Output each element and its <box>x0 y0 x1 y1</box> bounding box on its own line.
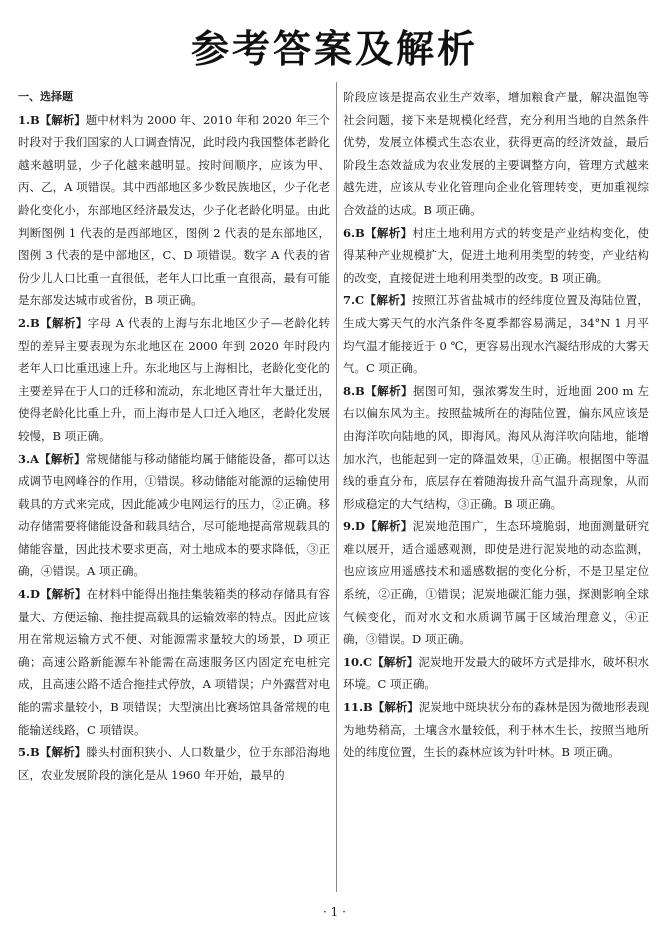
answer-number: 5.B <box>18 745 40 760</box>
analysis-tag: 【解析】 <box>39 315 88 330</box>
page-title: 参考答案及解析 <box>190 27 478 71</box>
answer-item <box>343 515 649 651</box>
answer-number: 10.C <box>343 654 373 669</box>
analysis-text: 在材料中能得出拖挂集装箱类的移动存储具有容量大、方便运输、拖挂提高载具的运输效率的特点。因此应该用在常规运输方式不便、对能源需求量较大的场景，D 项正确；高速公路新能源车补能需在高速服务区内固定充电桩完成，且高速公路不适合拖挂式停放，A 项错误；户外露营对电能的需求量较小，B 项错误；大型演出比赛场馆具备常规的电能输送线路，C 项错误。 <box>18 587 331 737</box>
answer-number: 8.B <box>343 383 365 398</box>
left-column <box>18 86 330 786</box>
analysis-tag: 【解析】 <box>364 519 413 534</box>
analysis-tag: 【解析】 <box>372 654 419 669</box>
analysis-tag: 【解析】 <box>39 587 87 602</box>
answer-item <box>343 289 649 379</box>
analysis-tag: 【解析】 <box>39 745 87 760</box>
answer-item <box>343 696 649 764</box>
analysis-tag: 【解析】 <box>38 451 86 466</box>
analysis-text: 泥炭地开发最大的破坏方式是排水，破坏积水环境。C 项正确。 <box>343 654 650 692</box>
answer-number: 6.B <box>343 225 365 240</box>
left-answer-list <box>18 109 330 787</box>
page-number: · 1 · <box>323 905 346 919</box>
analysis-text: 字母 A 代表的上海与东北地区少子—老龄化转型的差异主要表现为东北地区在 2000 年到 2020 年时段内老年人口比重迅速上升。东北地区与上海相比，老龄化变化的主要差异在于人口的迁移和流动，东北地区青壮年大量迁出，使得老龄化比重上升，而上海市是人口迁入地区，老龄化发展较慢，B 项正确。 <box>18 315 330 443</box>
answer-number: 7.C <box>343 293 365 308</box>
answer-item <box>18 312 330 448</box>
answer-item <box>343 651 649 696</box>
answer-item <box>18 741 330 786</box>
analysis-tag: 【解析】 <box>364 225 413 240</box>
answer-number: 2.B <box>18 315 40 330</box>
answer-item <box>18 583 330 741</box>
answer-item <box>18 109 330 312</box>
analysis-text: 常规储能与移动储能均属于储能设备，都可以达成调节电网峰谷的作用，①错误。移动储能对能源的运输使用载具的方式来完成，因此能减少电网运行的压力，②正确。移动存储需要将储能设备和载具结合，尽可能地提高常规载具的储能容量，因此技术要求更高，对土地成本的要求降低，③正确，④错误。A 项正确。 <box>18 451 331 579</box>
right-answer-list <box>343 86 649 764</box>
column-divider <box>336 82 337 892</box>
analysis-tag: 【解析】 <box>364 383 414 398</box>
analysis-tag: 【解析】 <box>364 293 413 308</box>
section-heading: 一、选择题 <box>18 90 73 103</box>
answer-item <box>343 380 649 516</box>
analysis-text: 按照江苏省盐城市的经纬度位置及海陆位置，生成大雾天气的水汽条件冬夏季都容易满足，34°N 1 月平均气温才能接近于 0 ℃，更容易出现水汽凝结形成的大雾天气。C 项正确。 <box>343 293 650 376</box>
right-column <box>343 86 649 764</box>
analysis-text: 阶段应该是提高农业生产效率，增加粮食产量，解决温饱等社会问题，接下来是规模化经营，充分利用当地的自然条件优势，发展立体模式生态农业，获得更高的经济效益，最后阶段生态效益成为农业发展的主要调整方向，管理方式越来越先进，应该从专业化管理向企业化管理转变，更加重视综合效益的达成。B 项正确。 <box>343 90 649 217</box>
analysis-text: 滕头村面积狭小、人口数量少，位于东部沿海地区，农业发展阶段的演化是从 1960 年开始，最早的 <box>18 745 331 782</box>
answer-number: 1.B <box>18 112 40 127</box>
analysis-tag: 【解析】 <box>372 700 419 715</box>
answer-item <box>343 86 649 222</box>
analysis-text: 据图可知，强浓雾发生时，近地面 200 m 左右以偏东风为主。按照盐城所在的海陆位置，偏东风应该是由海洋吹向陆地的风，即海风。海风从海洋吹向陆地，能增加水汽，也能起到一定的降温效果，①正确。根据图中等温线的垂直分布，底层存在着随海拔升高气温升高现象，从而形成稳定的大气结构，③正确。B 项正确。 <box>343 383 650 511</box>
answer-item <box>343 222 649 290</box>
analysis-tag: 【解析】 <box>39 112 86 127</box>
analysis-text: 泥炭地中斑块状分布的森林是因为微地形表现为地势稍高，土壤含水量较低，利于林木生长，按照当地所处的纬度位置，生长的森林应该为针叶林。B 项正确。 <box>343 700 650 760</box>
analysis-text: 题中材料为 2000 年、2010 年和 2020 年三个时段对于我们国家的人口调查情况，此时段内我国整体老龄化越来越明显，少子化越来越明显。按时间顺序，应该为甲、丙、乙，A 项错误。其中西部地区多少数民族地区，少子化老龄化变化小，东部地区经济最发达，少子化老龄化明显。由此判断图例 1 代表的是西部地区，图例 2 代表的是东部地区，图例 3 代表的是中部地区，C、D 项错误。数字 A 代表的省份少儿人口比重一直很低，老年人口比重一直很高，最有可能是东部发达城市或省份，B 项正确。 <box>18 112 331 308</box>
answer-number: 9.D <box>343 519 365 534</box>
answer-number: 11.B <box>343 700 373 715</box>
analysis-text: 村庄土地利用方式的转变是产业结构变化，使得某种产业规模扩大，促进土地利用类型的转变，产业结构的改变，直接促进土地利用类型的改变。B 项正确。 <box>343 225 650 285</box>
answer-number: 3.A <box>18 451 39 466</box>
answer-item <box>18 448 330 584</box>
analysis-text: 泥炭地范围广，生态环境脆弱，地面测量研究难以展开，适合遥感观测，即使是进行泥炭地的动态监测，也应该应用遥感技术和遥感数据的变化分析，不是卫星定位系统，②正确，①错误；泥炭地碳汇能力强，探测影响全球气候变化，而对水文和水质调节属于区域治理意义，④正确，③错误。D 项正确。 <box>343 519 649 647</box>
answer-number: 4.D <box>18 587 40 602</box>
